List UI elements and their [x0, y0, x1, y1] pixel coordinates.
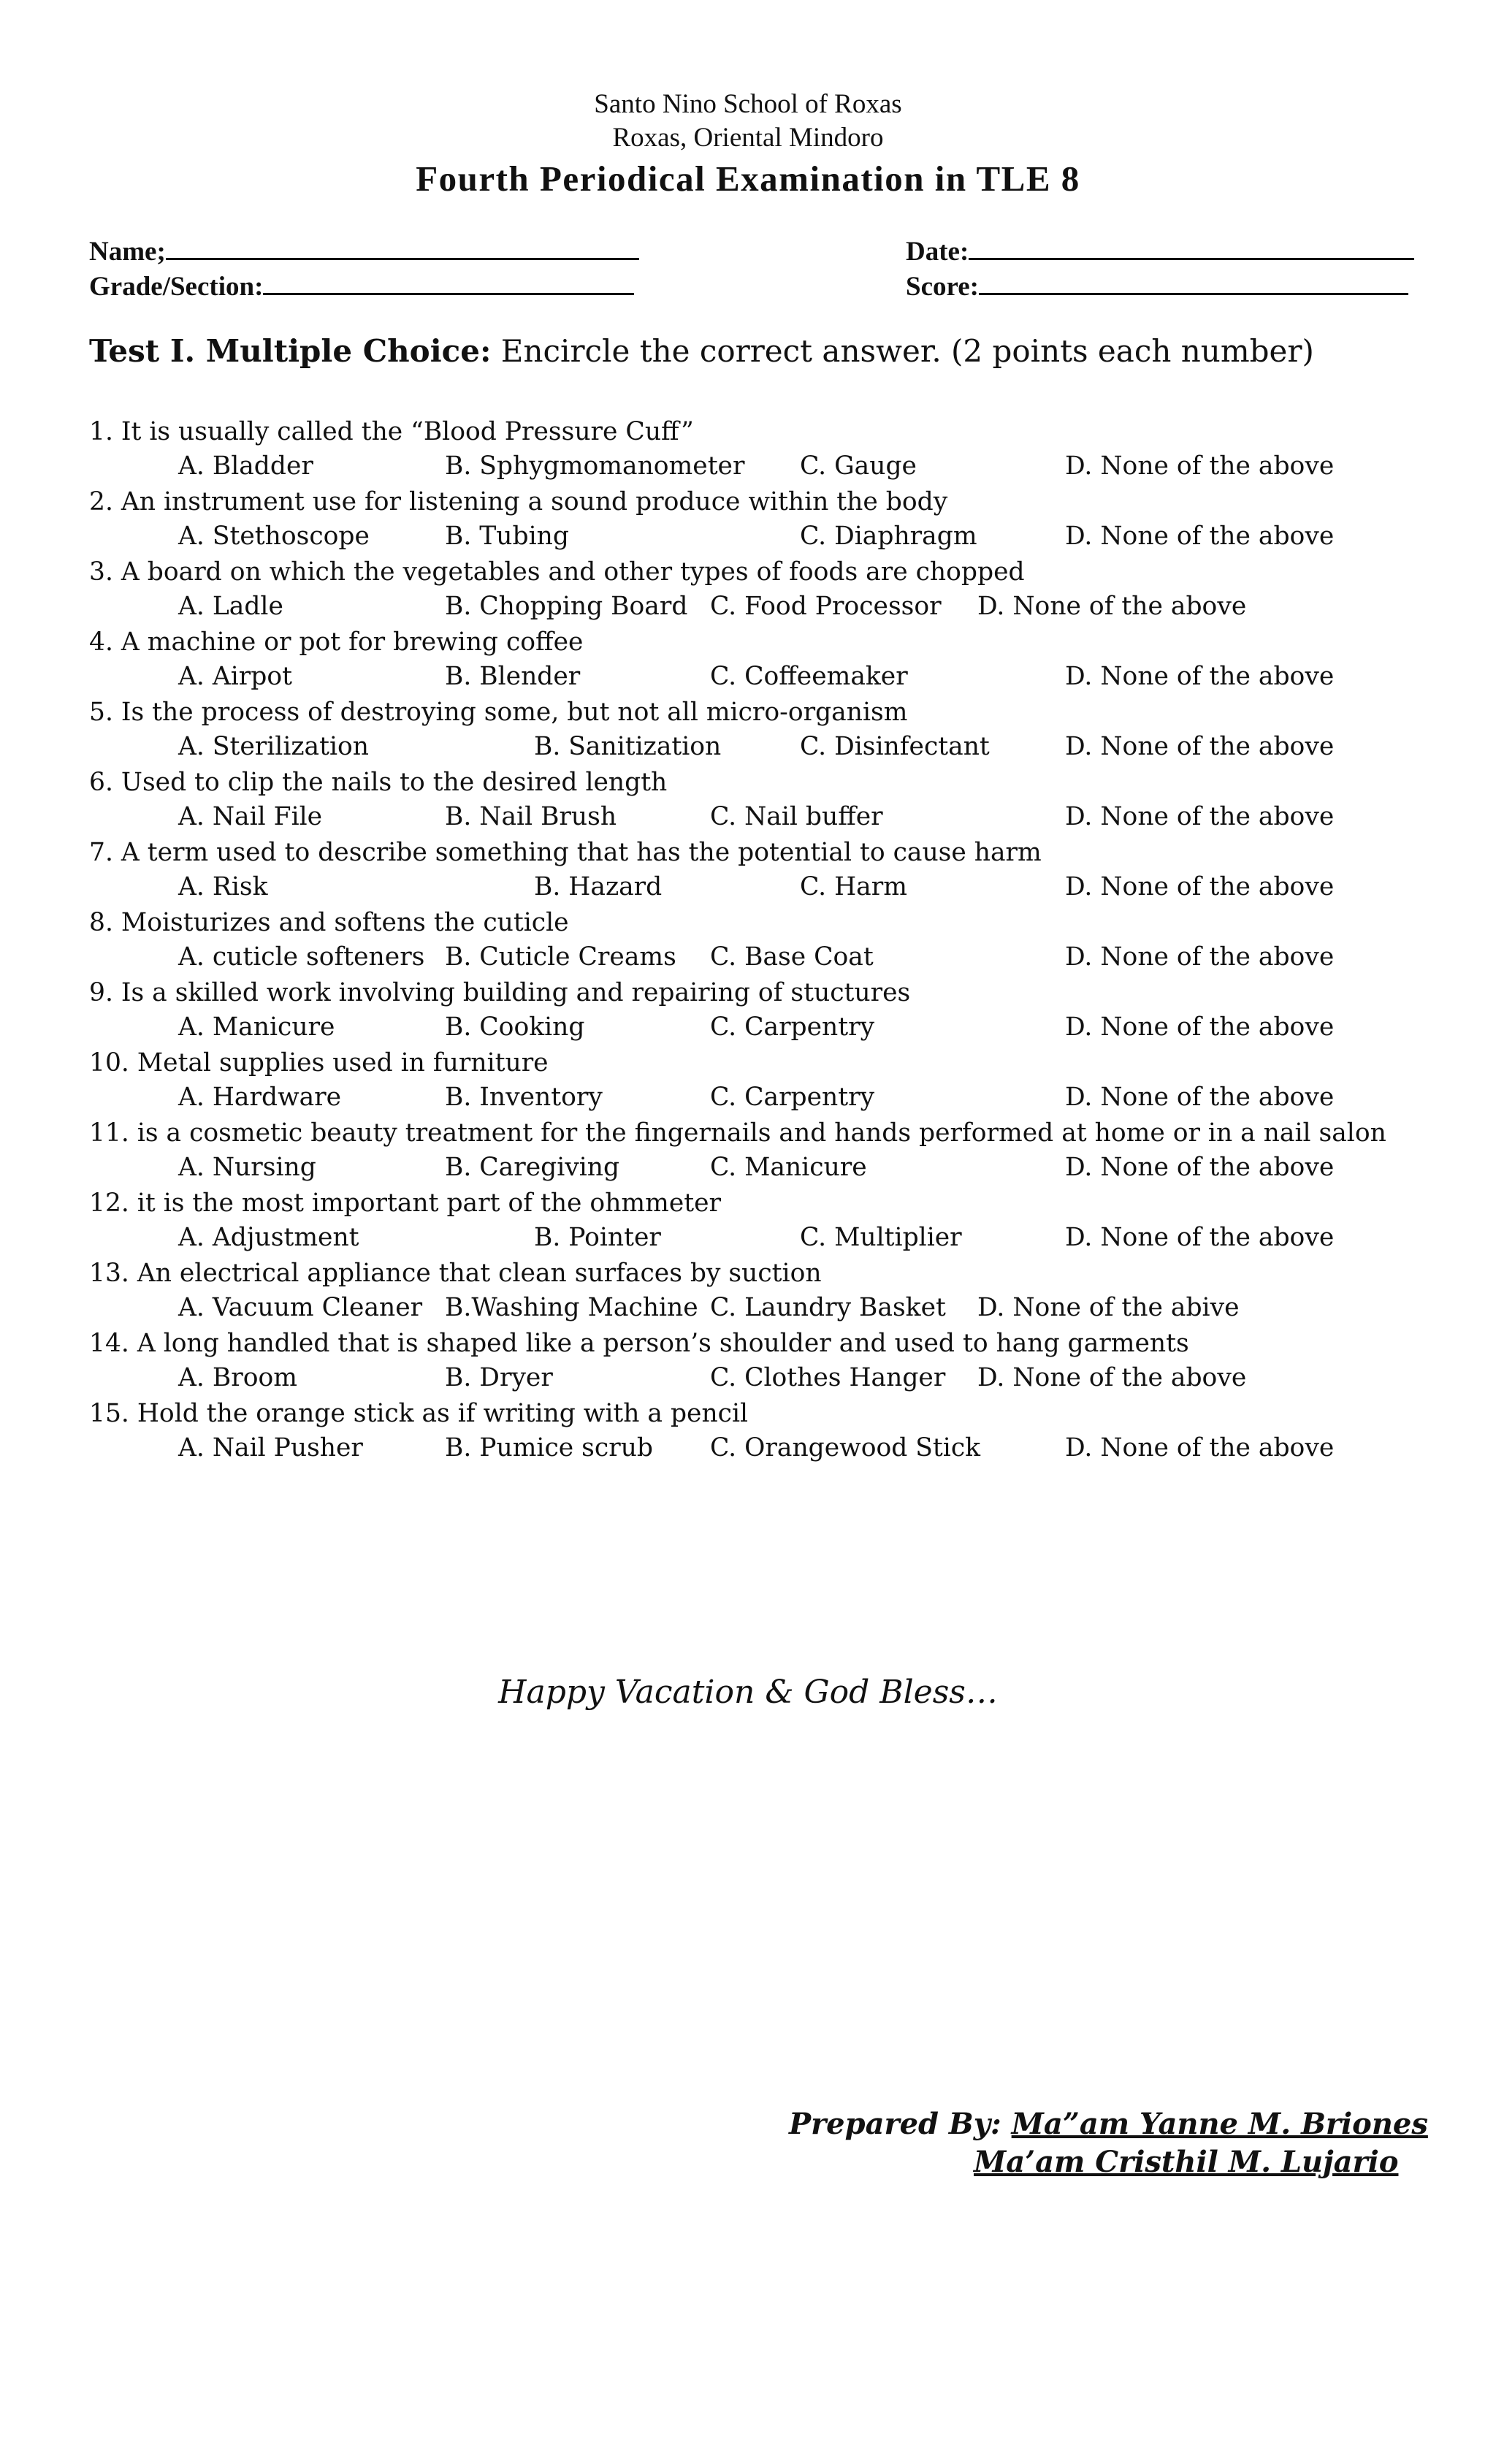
question-item: [89, 910, 1419, 980]
option-d[interactable]: D. None of the above: [1065, 662, 1335, 691]
test-heading-title: Test I. Multiple Choice:: [89, 333, 492, 369]
option-d[interactable]: D. None of the above: [1065, 451, 1335, 481]
option-b[interactable]: B. Chopping Board: [445, 592, 688, 621]
prepared-by: [789, 2107, 1428, 2141]
option-b[interactable]: B. Cooking: [445, 1012, 585, 1042]
option-b[interactable]: B. Caregiving: [445, 1153, 620, 1182]
option-d[interactable]: D. None of the above: [977, 1363, 1247, 1392]
option-a[interactable]: A. Vacuum Cleaner: [178, 1293, 423, 1322]
question-item: [89, 1331, 1419, 1401]
question-text: 13. An electrical appliance that clean surfaces by suction: [89, 1259, 822, 1288]
test-instructions: Encircle the correct answer. (2 points each number): [491, 333, 1314, 369]
question-text: 1. It is usually called the “Blood Pressure Cuff”: [89, 417, 694, 446]
option-d[interactable]: D. None of the above: [1065, 1153, 1335, 1182]
question-text: 2. An instrument use for listening a sound produce within the body: [89, 487, 948, 516]
option-b[interactable]: B.Washing Machine: [445, 1293, 698, 1322]
question-text: 14. A long handled that is shaped like a person’s shoulder and used to hang garments: [89, 1329, 1189, 1358]
question-item: [89, 1050, 1419, 1121]
option-a[interactable]: A. Broom: [178, 1363, 297, 1392]
option-b[interactable]: B. Hazard: [534, 872, 663, 901]
option-c[interactable]: C. Food Processor: [710, 592, 942, 621]
option-d[interactable]: D. None of the above: [1065, 1083, 1335, 1112]
option-d[interactable]: D. None of the abive: [977, 1293, 1240, 1322]
option-d[interactable]: D. None of the above: [1065, 522, 1335, 551]
name-field: [89, 238, 639, 265]
option-c[interactable]: C. Manicure: [710, 1153, 867, 1182]
option-a[interactable]: A. cuticle softeners: [178, 942, 425, 972]
score-field: [906, 273, 1408, 300]
question-item: [89, 980, 1419, 1050]
option-b[interactable]: B. Dryer: [445, 1363, 553, 1392]
question-item: [89, 700, 1419, 770]
option-c[interactable]: C. Carpentry: [710, 1083, 875, 1112]
option-c[interactable]: C. Gauge: [800, 451, 917, 481]
option-a[interactable]: A. Nursing: [178, 1153, 316, 1182]
option-b[interactable]: B. Pointer: [534, 1223, 661, 1252]
option-c[interactable]: C. Carpentry: [710, 1012, 875, 1042]
question-item: [89, 557, 1419, 630]
option-d[interactable]: D. None of the above: [1065, 942, 1335, 972]
option-b[interactable]: B. Nail Brush: [445, 802, 617, 831]
option-d[interactable]: D. None of the above: [1065, 872, 1335, 901]
question-text: 8. Moisturizes and softens the cuticle: [89, 908, 569, 937]
option-a[interactable]: A. Stethoscope: [178, 522, 370, 551]
score-blank-line: [979, 290, 1408, 295]
option-b[interactable]: B. Blender: [445, 662, 581, 691]
exam-title: Fourth Periodical Examination in TLE 8: [416, 159, 1080, 199]
preparer-name-1: Ma”am Yanne M. Briones: [1011, 2107, 1428, 2141]
option-c[interactable]: C. Coffeemaker: [710, 662, 908, 691]
option-d[interactable]: D. None of the above: [1065, 1012, 1335, 1042]
option-a[interactable]: A. Bladder: [178, 451, 313, 481]
school-name: Santo Nino School of Roxas: [594, 89, 902, 119]
question-item: [89, 770, 1419, 840]
question-item: [89, 1191, 1419, 1261]
option-c[interactable]: C. Orangewood Stick: [710, 1433, 981, 1462]
option-d[interactable]: D. None of the above: [1065, 1223, 1335, 1252]
option-c[interactable]: C. Laundry Basket: [710, 1293, 946, 1322]
option-c[interactable]: C. Clothes Hanger: [710, 1363, 946, 1392]
grade-section-blank-line: [263, 290, 634, 295]
preparer-name-2: Ma’am Cristhil M. Lujario: [974, 2145, 1399, 2179]
option-b[interactable]: B. Pumice scrub: [445, 1433, 653, 1462]
question-text: 4. A machine or pot for brewing coffee: [89, 628, 584, 657]
option-a[interactable]: A. Hardware: [178, 1083, 342, 1112]
question-text: 15. Hold the orange stick as if writing with a pencil: [89, 1399, 749, 1428]
option-b[interactable]: B. Tubing: [445, 522, 569, 551]
question-text: 7. A term used to describe something that has the potential to cause harm: [89, 838, 1042, 867]
option-b[interactable]: B. Sanitization: [534, 732, 722, 761]
score-label: Score:: [906, 272, 979, 302]
question-text: 12. it is the most important part of the ohmmeter: [89, 1189, 722, 1218]
question-text: 11. is a cosmetic beauty treatment for the fingernails and hands performed at home or in a nail salon: [89, 1118, 1386, 1148]
question-item: [89, 1401, 1419, 1471]
option-a[interactable]: A. Sterilization: [178, 732, 369, 761]
option-c[interactable]: C. Multiplier: [800, 1223, 962, 1252]
option-b[interactable]: B. Cuticle Creams: [445, 942, 676, 972]
option-b[interactable]: B. Sphygmomanometer: [445, 451, 745, 481]
option-d[interactable]: D. None of the above: [1065, 802, 1335, 831]
question-item: [89, 1118, 1419, 1191]
question-text: 3. A board on which the vegetables and other types of foods are chopped: [89, 557, 1025, 587]
option-d[interactable]: D. None of the above: [1065, 1433, 1335, 1462]
option-c[interactable]: C. Nail buffer: [710, 802, 883, 831]
grade-section-field: [89, 273, 634, 300]
option-a[interactable]: A. Nail File: [178, 802, 323, 831]
question-text: 6. Used to clip the nails to the desired length: [89, 768, 668, 797]
date-field: [906, 238, 1414, 265]
question-item: [89, 489, 1419, 560]
question-list: [89, 419, 1419, 1471]
question-text: 10. Metal supplies used in furniture: [89, 1048, 549, 1077]
question-item: [89, 840, 1419, 910]
question-text: 5. Is the process of destroying some, but not all micro-organism: [89, 698, 908, 727]
question-item: [89, 1261, 1419, 1331]
option-b[interactable]: B. Inventory: [445, 1083, 603, 1112]
test-heading: [89, 333, 1314, 369]
closing-message: Happy Vacation & God Bless…: [498, 1674, 998, 1711]
option-c[interactable]: C. Base Coat: [710, 942, 874, 972]
option-d[interactable]: D. None of the above: [1065, 732, 1335, 761]
option-a[interactable]: A. Risk: [178, 872, 268, 901]
question-text: 9. Is a skilled work involving building and repairing of stuctures: [89, 978, 911, 1007]
question-item: [89, 630, 1419, 700]
name-blank-line: [166, 255, 639, 260]
grade-section-label: Grade/Section:: [89, 272, 264, 302]
prepared-by-label: Prepared By:: [789, 2107, 1012, 2141]
option-a[interactable]: A. Manicure: [178, 1012, 335, 1042]
question-item: [89, 419, 1419, 489]
option-c[interactable]: C. Disinfectant: [800, 732, 990, 761]
option-a[interactable]: A. Airpot: [178, 662, 293, 691]
option-c[interactable]: C. Harm: [800, 872, 907, 901]
option-a[interactable]: A. Ladle: [178, 592, 283, 621]
date-blank-line: [969, 255, 1414, 260]
name-label: Name;: [89, 237, 166, 267]
option-c[interactable]: C. Diaphragm: [800, 522, 977, 551]
option-d[interactable]: D. None of the above: [977, 592, 1247, 621]
school-address: Roxas, Oriental Mindoro: [612, 123, 884, 153]
option-a[interactable]: A. Nail Pusher: [178, 1433, 363, 1462]
date-label: Date:: [906, 237, 969, 267]
option-a[interactable]: A. Adjustment: [178, 1223, 359, 1252]
